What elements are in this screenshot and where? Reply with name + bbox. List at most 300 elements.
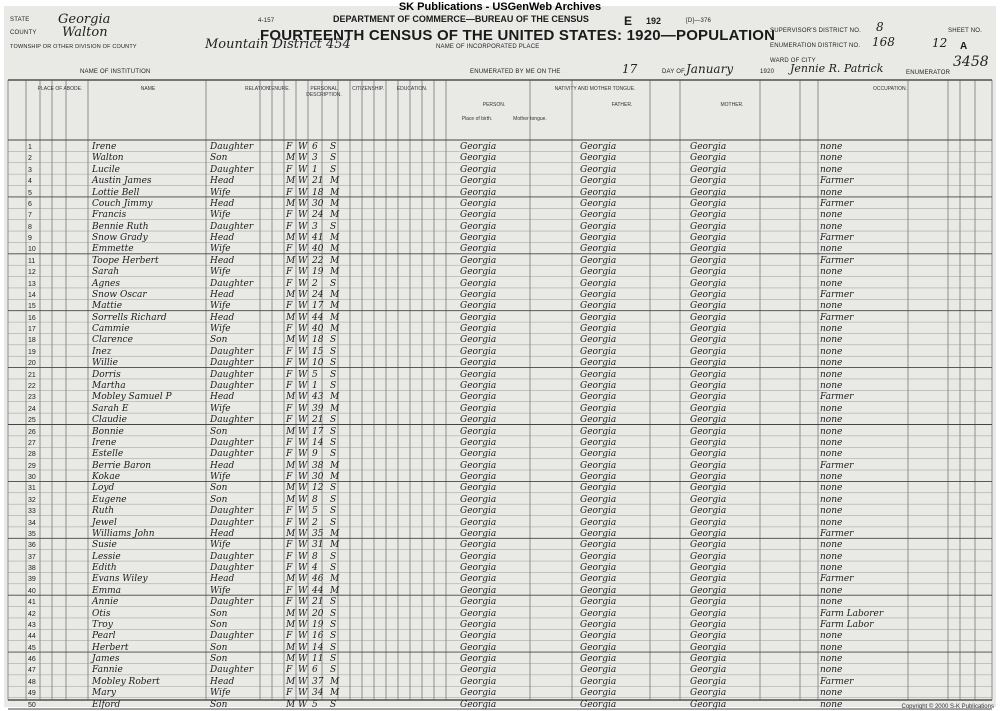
row-line-number: 37	[28, 553, 36, 561]
row-age: 44	[312, 585, 324, 596]
row-relation: Wife	[210, 301, 231, 312]
row-birthplace: Georgia	[460, 187, 497, 198]
row-marital-status: M	[330, 176, 340, 187]
row-mother-birthplace: Georgia	[690, 654, 727, 665]
row-age: 14	[312, 437, 324, 448]
col-tenure: TENURE.	[268, 86, 290, 92]
row-race: W	[298, 676, 308, 687]
col-occupation: OCCUPATION.	[873, 86, 907, 92]
row-father-birthplace: Georgia	[580, 335, 617, 346]
row-marital-status: M	[330, 688, 340, 699]
row-birthplace: Georgia	[460, 335, 497, 346]
row-occupation: none	[820, 472, 843, 483]
row-name: Mobley Robert	[92, 676, 160, 687]
row-line-number: 33	[28, 508, 36, 516]
row-name: Herbert	[92, 642, 129, 653]
row-mother-birthplace: Georgia	[690, 312, 727, 323]
row-sex: M	[286, 654, 296, 665]
row-father-birthplace: Georgia	[580, 221, 617, 232]
row-mother-birthplace: Georgia	[690, 255, 727, 266]
row-name: Francis	[92, 210, 127, 221]
row-line-number: 23	[28, 394, 36, 402]
col-nativity: NATIVITY AND MOTHER TONGUE.	[554, 86, 636, 92]
row-age: 30	[312, 198, 324, 209]
row-race: W	[298, 210, 308, 221]
row-marital-status: S	[330, 665, 337, 676]
row-birthplace: Georgia	[460, 483, 497, 494]
supervisor-value: 8	[876, 20, 884, 34]
row-sex: M	[286, 312, 296, 323]
row-mother-birthplace: Georgia	[690, 563, 727, 574]
row-name: Walton	[92, 153, 124, 164]
row-age: 3	[312, 221, 318, 232]
row-occupation: none	[820, 688, 843, 699]
row-sex: M	[286, 289, 296, 300]
row-birthplace: Georgia	[460, 540, 497, 551]
row-line-number: 5	[28, 189, 32, 197]
row-father-birthplace: Georgia	[580, 437, 617, 448]
page-title: FOURTEENTH CENSUS OF THE UNITED STATES: 1920—POPULATION	[260, 27, 776, 44]
row-age: 41	[312, 233, 324, 244]
incorporated-label: NAME OF INCORPORATED PLACE	[436, 44, 540, 50]
row-marital-status: S	[330, 153, 337, 164]
row-race: W	[298, 483, 308, 494]
row-relation: Daughter	[210, 449, 254, 460]
row-relation: Daughter	[210, 358, 254, 369]
row-age: 8	[312, 551, 318, 562]
department: DEPARTMENT OF COMMERCE—BUREAU OF THE CENSUS	[333, 14, 589, 24]
row-marital-status: S	[330, 358, 337, 369]
row-race: W	[298, 153, 308, 164]
row-mother-birthplace: Georgia	[690, 244, 727, 255]
institution-label: NAME OF INSTITUTION	[80, 69, 151, 75]
row-name: Inez	[92, 346, 112, 357]
row-name: Ruth	[92, 506, 114, 517]
row-race: W	[298, 699, 308, 710]
row-age: 1	[312, 380, 318, 391]
row-line-number: 39	[28, 576, 36, 584]
row-birthplace: Georgia	[460, 574, 497, 585]
row-age: 15	[312, 346, 324, 357]
row-birthplace: Georgia	[460, 494, 497, 505]
row-relation: Wife	[210, 187, 231, 198]
row-mother-birthplace: Georgia	[690, 528, 727, 539]
row-birthplace: Georgia	[460, 699, 497, 710]
row-father-birthplace: Georgia	[580, 483, 617, 494]
row-mother-birthplace: Georgia	[690, 176, 727, 187]
row-line-number: 26	[28, 428, 36, 436]
row-name: Mattie	[92, 301, 123, 312]
row-marital-status: M	[330, 267, 340, 278]
row-occupation: none	[820, 358, 843, 369]
row-mother-birthplace: Georgia	[690, 506, 727, 517]
row-sex: M	[286, 255, 296, 266]
sheet-label: SHEET NO.	[948, 28, 983, 34]
row-mother-birthplace: Georgia	[690, 142, 727, 152]
row-age: 5	[312, 369, 318, 380]
row-mother-birthplace: Georgia	[690, 597, 727, 608]
row-relation: Wife	[210, 472, 231, 483]
row-sex: M	[286, 574, 296, 585]
row-name: Fannie	[92, 665, 123, 676]
row-occupation: Farmer	[820, 392, 854, 403]
row-race: W	[298, 380, 308, 391]
row-mother-birthplace: Georgia	[690, 358, 727, 369]
row-father-birthplace: Georgia	[580, 301, 617, 312]
row-name: Austin James	[92, 176, 152, 187]
row-age: 34	[312, 688, 324, 699]
row-occupation: none	[820, 631, 843, 642]
row-father-birthplace: Georgia	[580, 528, 617, 539]
row-relation: Son	[210, 699, 228, 710]
row-name: Agnes	[92, 278, 121, 289]
row-birthplace: Georgia	[460, 631, 497, 642]
row-line-number: 18	[28, 337, 36, 345]
row-name: Jewel	[92, 517, 117, 528]
row-sex: F	[286, 278, 293, 289]
row-mother-birthplace: Georgia	[690, 210, 727, 221]
row-line-number: 45	[28, 644, 36, 652]
row-line-number: 29	[28, 462, 36, 470]
row-occupation: none	[820, 187, 843, 198]
col-mother-tongue: Mother tongue.	[513, 116, 547, 122]
row-marital-status: S	[330, 142, 337, 152]
row-relation: Head	[210, 574, 235, 585]
row-marital-status: M	[330, 676, 340, 687]
row-marital-status: S	[330, 608, 337, 619]
row-name: James	[92, 654, 120, 665]
row-marital-status: M	[330, 233, 340, 244]
row-relation: Son	[210, 642, 228, 653]
row-race: W	[298, 289, 308, 300]
row-birthplace: Georgia	[460, 380, 497, 391]
row-race: W	[298, 392, 308, 403]
row-father-birthplace: Georgia	[580, 631, 617, 642]
row-race: W	[298, 198, 308, 209]
row-birthplace: Georgia	[460, 278, 497, 289]
row-marital-status: S	[330, 506, 337, 517]
row-sex: M	[286, 392, 296, 403]
row-relation: Daughter	[210, 369, 254, 380]
row-occupation: none	[820, 301, 843, 312]
row-birthplace: Georgia	[460, 437, 497, 448]
row-sex: F	[286, 665, 293, 676]
row-mother-birthplace: Georgia	[690, 676, 727, 687]
row-birthplace: Georgia	[460, 597, 497, 608]
row-line-number: 17	[28, 326, 36, 334]
row-marital-status: M	[330, 324, 340, 335]
row-line-number: 48	[28, 678, 36, 686]
row-marital-status: S	[330, 278, 337, 289]
row-race: W	[298, 574, 308, 585]
row-marital-status: S	[330, 449, 337, 460]
row-relation: Wife	[210, 585, 231, 596]
row-mother-birthplace: Georgia	[690, 483, 727, 494]
col-father: FATHER.	[611, 102, 633, 108]
row-sex: F	[286, 415, 293, 426]
row-sex: M	[286, 642, 296, 653]
row-race: W	[298, 517, 308, 528]
row-mother-birthplace: Georgia	[690, 415, 727, 426]
row-line-number: 24	[28, 405, 36, 413]
row-line-number: 50	[28, 701, 36, 709]
row-race: W	[298, 597, 308, 608]
row-marital-status: S	[330, 631, 337, 642]
row-birthplace: Georgia	[460, 551, 497, 562]
row-age: 44	[312, 312, 324, 323]
row-line-number: 2	[28, 155, 32, 163]
row-marital-status: M	[330, 301, 340, 312]
row-line-number: 22	[28, 382, 36, 390]
row-age: 24	[312, 210, 324, 221]
row-birthplace: Georgia	[460, 164, 497, 175]
row-race: W	[298, 176, 308, 187]
row-age: 2	[312, 278, 318, 289]
row-mother-birthplace: Georgia	[690, 437, 727, 448]
row-age: 1	[312, 164, 318, 175]
row-age: 18	[312, 335, 324, 346]
row-occupation: none	[820, 551, 843, 562]
row-name: Sorrells Richard	[92, 312, 167, 323]
row-line-number: 11	[28, 257, 36, 265]
row-father-birthplace: Georgia	[580, 551, 617, 562]
row-name: Couch Jimmy	[92, 198, 153, 209]
corner-number: 3458	[953, 54, 989, 70]
row-line-number: 32	[28, 496, 36, 504]
row-relation: Son	[210, 494, 228, 505]
row-marital-status: M	[330, 289, 340, 300]
row-line-number: 30	[28, 474, 36, 482]
row-age: 4	[312, 563, 318, 574]
row-sex: M	[286, 494, 296, 505]
row-relation: Wife	[210, 267, 231, 278]
row-age: 21	[312, 597, 324, 608]
row-occupation: none	[820, 164, 843, 175]
row-line-number: 1	[28, 144, 32, 151]
row-relation: Wife	[210, 688, 231, 699]
row-marital-status: M	[330, 472, 340, 483]
row-mother-birthplace: Georgia	[690, 631, 727, 642]
row-relation: Son	[210, 426, 228, 437]
county-label: COUNTY	[10, 30, 37, 36]
row-name: Lottie Bell	[92, 187, 140, 198]
row-occupation: Farmer	[820, 255, 854, 266]
row-mother-birthplace: Georgia	[690, 278, 727, 289]
col-education: EDUCATION.	[396, 86, 428, 92]
row-race: W	[298, 335, 308, 346]
row-occupation: none	[820, 563, 843, 574]
row-marital-status: M	[330, 574, 340, 585]
row-marital-status: S	[330, 563, 337, 574]
row-father-birthplace: Georgia	[580, 267, 617, 278]
row-birthplace: Georgia	[460, 210, 497, 221]
row-relation: Daughter	[210, 221, 254, 232]
row-birthplace: Georgia	[460, 267, 497, 278]
row-race: W	[298, 619, 308, 630]
row-birthplace: Georgia	[460, 369, 497, 380]
row-father-birthplace: Georgia	[580, 233, 617, 244]
row-name: Clarence	[92, 335, 133, 346]
county-value: Walton	[62, 25, 108, 40]
row-line-number: 8	[28, 223, 32, 231]
row-line-number: 20	[28, 360, 36, 368]
row-marital-status: S	[330, 437, 337, 448]
row-birthplace: Georgia	[460, 255, 497, 266]
row-mother-birthplace: Georgia	[690, 187, 727, 198]
row-age: 11	[312, 654, 324, 665]
row-name: Lucile	[92, 164, 120, 175]
row-sex: M	[286, 676, 296, 687]
row-race: W	[298, 415, 308, 426]
row-name: Snow Oscar	[92, 289, 147, 300]
row-occupation: none	[820, 597, 843, 608]
row-name: Elford	[92, 699, 121, 710]
row-relation: Daughter	[210, 597, 254, 608]
row-name: Loyd	[92, 483, 115, 494]
row-race: W	[298, 551, 308, 562]
row-age: 19	[312, 619, 324, 630]
row-name: Emma	[92, 585, 122, 596]
row-occupation: Farmer	[820, 312, 854, 323]
row-age: 14	[312, 642, 324, 653]
row-occupation: Farmer	[820, 676, 854, 687]
row-race: W	[298, 665, 308, 676]
row-marital-status: S	[330, 551, 337, 562]
col-personal-description: PERSONAL DESCRIPTION.	[306, 86, 342, 98]
row-name: Mobley Samuel P	[92, 392, 172, 403]
col-place-of-abode: PLACE OF ABODE.	[37, 86, 83, 92]
row-age: 6	[312, 142, 318, 152]
row-name: Bennie Ruth	[92, 221, 149, 232]
row-relation: Daughter	[210, 164, 254, 175]
row-sex: M	[286, 198, 296, 209]
row-name: Cammie	[92, 324, 130, 335]
row-relation: Daughter	[210, 380, 254, 391]
row-race: W	[298, 403, 308, 414]
row-name: Willie	[92, 358, 118, 369]
row-mother-birthplace: Georgia	[690, 642, 727, 653]
row-mother-birthplace: Georgia	[690, 426, 727, 437]
row-marital-status: S	[330, 699, 337, 710]
row-sex: F	[286, 403, 293, 414]
row-sex: F	[286, 346, 293, 357]
row-age: 17	[312, 301, 324, 312]
row-father-birthplace: Georgia	[580, 585, 617, 596]
col-citizenship: CITIZENSHIP.	[352, 86, 384, 92]
row-mother-birthplace: Georgia	[690, 369, 727, 380]
row-name: Irene	[92, 142, 117, 152]
row-father-birthplace: Georgia	[580, 278, 617, 289]
row-line-number: 47	[28, 667, 36, 675]
stamp-form-ref: [D]—376	[686, 18, 712, 24]
row-age: 5	[312, 699, 318, 710]
row-birthplace: Georgia	[460, 312, 497, 323]
row-age: 21	[312, 176, 324, 187]
row-name: Snow Grady	[92, 233, 148, 244]
township-value: Mountain District 454	[205, 37, 351, 52]
row-race: W	[298, 346, 308, 357]
stamp-letter: E	[624, 14, 633, 28]
row-mother-birthplace: Georgia	[690, 585, 727, 596]
row-name: Annie	[92, 597, 119, 608]
row-mother-birthplace: Georgia	[690, 380, 727, 391]
enumerated-day: 17	[622, 62, 638, 76]
row-occupation: Farmer	[820, 198, 854, 209]
supervisor-label: SUPERVISOR'S DISTRICT NO.	[770, 28, 861, 34]
row-sex: F	[286, 187, 293, 198]
row-birthplace: Georgia	[460, 289, 497, 300]
row-mother-birthplace: Georgia	[690, 619, 727, 630]
row-birthplace: Georgia	[460, 688, 497, 699]
row-race: W	[298, 460, 308, 471]
row-father-birthplace: Georgia	[580, 187, 617, 198]
row-age: 21	[312, 415, 324, 426]
row-occupation: none	[820, 585, 843, 596]
row-father-birthplace: Georgia	[580, 665, 617, 676]
row-race: W	[298, 642, 308, 653]
row-birthplace: Georgia	[460, 301, 497, 312]
row-age: 22	[312, 255, 324, 266]
row-mother-birthplace: Georgia	[690, 153, 727, 164]
row-age: 2	[312, 517, 318, 528]
row-marital-status: S	[330, 619, 337, 630]
row-name: Kokae	[92, 472, 121, 483]
row-occupation: none	[820, 517, 843, 528]
row-father-birthplace: Georgia	[580, 324, 617, 335]
row-line-number: 25	[28, 417, 36, 425]
ed-value: 168	[872, 35, 895, 49]
ed-label: ENUMERATION DISTRICT NO.	[770, 43, 861, 49]
row-relation: Head	[210, 255, 235, 266]
row-birthplace: Georgia	[460, 198, 497, 209]
row-sex: F	[286, 210, 293, 221]
row-sex: M	[286, 483, 296, 494]
row-mother-birthplace: Georgia	[690, 494, 727, 505]
row-line-number: 36	[28, 542, 36, 550]
row-race: W	[298, 472, 308, 483]
row-name: Irene	[92, 437, 117, 448]
row-father-birthplace: Georgia	[580, 426, 617, 437]
row-relation: Daughter	[210, 563, 254, 574]
row-occupation: none	[820, 415, 843, 426]
row-mother-birthplace: Georgia	[690, 608, 727, 619]
row-marital-status: M	[330, 392, 340, 403]
row-relation: Daughter	[210, 631, 254, 642]
row-occupation: none	[820, 210, 843, 221]
row-father-birthplace: Georgia	[580, 153, 617, 164]
row-birthplace: Georgia	[460, 472, 497, 483]
row-sex: M	[286, 528, 296, 539]
row-line-number: 21	[28, 371, 36, 379]
row-age: 46	[312, 574, 324, 585]
row-birthplace: Georgia	[460, 233, 497, 244]
row-relation: Daughter	[210, 142, 254, 152]
row-race: W	[298, 301, 308, 312]
row-name: Evans Wiley	[92, 574, 148, 585]
row-age: 35	[312, 528, 324, 539]
row-occupation: none	[820, 642, 843, 653]
row-occupation: none	[820, 665, 843, 676]
row-mother-birthplace: Georgia	[690, 449, 727, 460]
row-mother-birthplace: Georgia	[690, 324, 727, 335]
row-father-birthplace: Georgia	[580, 255, 617, 266]
year: 1920	[760, 69, 775, 75]
row-name: Dorris	[92, 369, 121, 380]
row-mother-birthplace: Georgia	[690, 233, 727, 244]
row-marital-status: M	[330, 540, 340, 551]
row-occupation: none	[820, 380, 843, 391]
row-age: 38	[312, 460, 324, 471]
